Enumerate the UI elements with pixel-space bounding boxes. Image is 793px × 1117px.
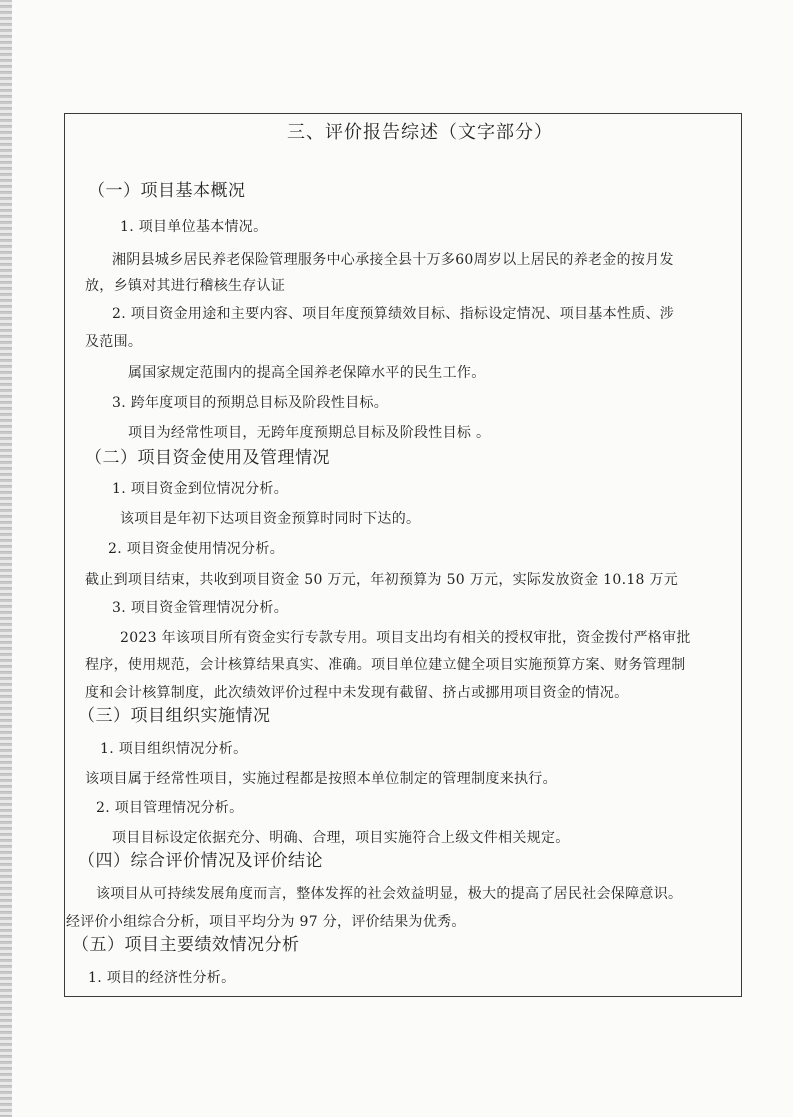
document-title: 三、评价报告综述（文字部分） — [287, 122, 553, 143]
paragraph-line: 项目目标设定依据充分、明确、合理，项目实施符合上级文件相关规定。 — [112, 830, 570, 846]
subheading: 2. 项目资金用途和主要内容、项目年度预算绩效目标、指标设定情况、项目基本性质、涉 — [112, 306, 675, 322]
paragraph-line: 项目为经常性项目，无跨年度预期总目标及阶段性目标 。 — [128, 425, 491, 441]
subheading: 1. 项目的经济性分析。 — [88, 970, 236, 986]
paragraph-line: 程序，使用规范，会计核算结果真实、准确。项目单位建立健全项目实施预算方案、财务管理制 — [85, 657, 686, 673]
paragraph-line: 该项目是年初下达项目资金预算时同时下达的。 — [120, 511, 421, 527]
paragraph-line: 度和会计核算制度，此次绩效评价过程中未发现有截留、挤占或挪用项目资金的情况。 — [85, 685, 629, 701]
subheading: 1. 项目单位基本情况。 — [120, 219, 268, 235]
paragraph-line: 放，乡镇对其进行稽核生存认证 — [85, 278, 286, 294]
subheading: 2. 项目资金使用情况分析。 — [108, 541, 285, 557]
section-heading: （五）项目主要绩效情况分析 — [72, 935, 300, 955]
subheading: 3. 跨年度项目的预期总目标及阶段性目标。 — [112, 395, 389, 411]
section-heading: （三）项目组织实施情况 — [78, 706, 271, 726]
subheading: 3. 项目资金管理情况分析。 — [112, 600, 289, 616]
subheading: 1. 项目组织情况分析。 — [100, 741, 248, 757]
paragraph-line: 2023 年该项目所有资金实行专款专用。项目支出均有相关的授权审批，资金拨付严格审批 — [120, 630, 691, 646]
paragraph-line: 及范围。 — [85, 334, 143, 350]
paragraph-line: 湘阴县城乡居民养老保险管理服务中心承接全县十万多60周岁以上居民的养老金的按月发 — [112, 252, 674, 268]
section-heading: （四）综合评价情况及评价结论 — [78, 851, 323, 871]
subheading: 2. 项目管理情况分析。 — [96, 800, 244, 816]
paragraph-line: 该项目属于经常性项目，实施过程都是按照本单位制定的管理制度来执行。 — [85, 771, 557, 787]
paragraph-line: 经评价小组综合分析，项目平均分为 97 分，评价结果为优秀。 — [66, 914, 466, 930]
section-heading: （一）项目基本概况 — [88, 181, 246, 201]
paragraph-line: 属国家规定范围内的提高全国养老保障水平的民生工作。 — [128, 365, 486, 381]
subheading: 1. 项目资金到位情况分析。 — [112, 481, 289, 497]
scan-edge — [0, 0, 12, 1117]
paragraph-line: 截止到项目结束，共收到项目资金 50 万元，年初预算为 50 万元，实际发放资金 10.18 万元 — [85, 572, 679, 588]
section-heading: （二）项目资金使用及管理情况 — [85, 448, 330, 468]
paragraph-line: 该项目从可持续发展角度而言，整体发挥的社会效益明显，极大的提高了居民社会保障意识。 — [96, 886, 683, 902]
